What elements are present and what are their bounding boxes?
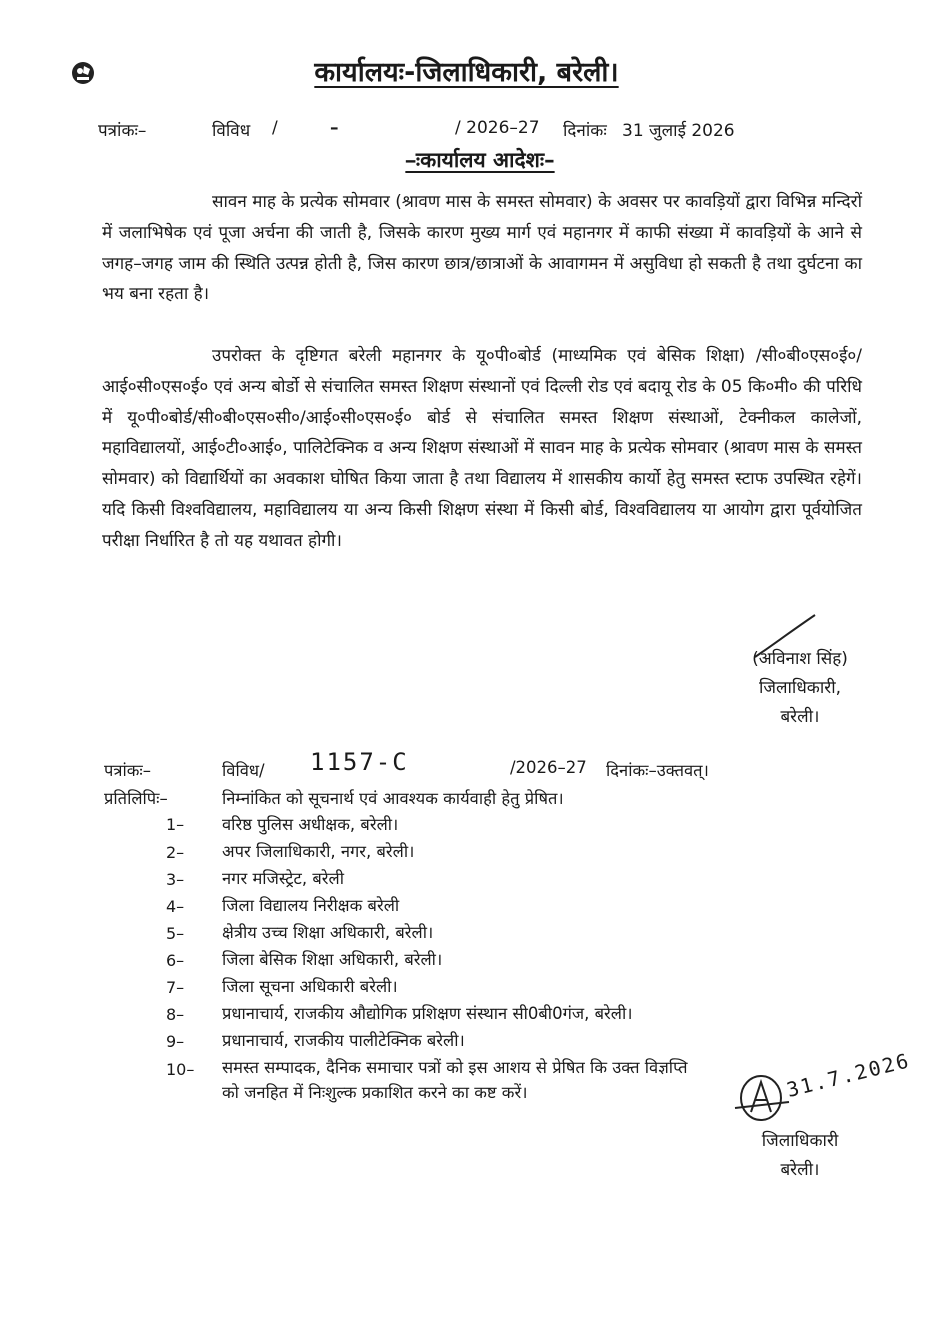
ref-number-dash: – [330, 118, 339, 138]
ref2-label: पत्रांकः– [104, 761, 152, 780]
copy-item-text: प्रधानाचार्य, राजकीय पालीटेक्निक बरेली। [222, 1031, 465, 1050]
order-heading [0, 146, 933, 174]
handwritten-date: 31.7.2026 [784, 1048, 913, 1102]
copy-label: प्रतिलिपिः– [104, 789, 168, 808]
copy-item-text: जिला विद्यालय निरीक्षक बरेली [222, 896, 400, 915]
copy-item-text: नगर मजिस्ट्रेट, बरेली [222, 869, 344, 888]
copy-item-num: 5– [166, 924, 185, 943]
copy-item-num: 4– [166, 897, 185, 916]
copy-item-text: जिला सूचना अधिकारी बरेली। [222, 977, 398, 996]
copy-item-text: अपर जिलाधिकारी, नगर, बरेली। [222, 842, 415, 861]
ref-label: पत्रांकः– [98, 121, 147, 141]
copy-item-num: 10– [166, 1060, 195, 1079]
ref-date-label: दिनांकः [563, 121, 607, 141]
copy-item-text: समस्त सम्पादक, दैनिक समाचार पत्रों को इस आशय से प्रेषित कि उक्त विज्ञप्ति [222, 1058, 688, 1077]
copy-item-num: 9– [166, 1032, 185, 1051]
body-paragraph-1: सावन माह के प्रत्येक सोमवार (श्रावण मास के समस्त सोमवार) के अवसर पर कावड़ियों द्वारा विभिन्न मन्दिरों में जलाभिषेक एवं पूजा अर्चना की जाती है, जिसके कारण मुख्य मार्ग एवं महानगर में काफी संख्या में कावड़ियों के आने से जगह–जगह जाम की स्थिति उत्पन्न होती है, जिस कारण छात्र/छात्राओं के आवागमन में असुविधा हो सकती है तथा दुर्घटना का भय बना रहता है। [102, 192, 862, 305]
order-heading-text: –ःकार्यालय आदेशः– [405, 148, 555, 172]
signature-block-bottom [720, 1127, 880, 1185]
copy-item-num: 1– [166, 815, 185, 834]
copy-intro: निम्नांकित को सूचनार्थ एवं आवश्यक कार्यवाही हेतु प्रेषित। [222, 789, 564, 808]
copy-item-num: 3– [166, 870, 185, 889]
copy-item-text: प्रधानाचार्य, राजकीय औद्योगिक प्रशिक्षण संस्थान सी0बी0गंज, बरेली। [222, 1004, 633, 1023]
body-paragraph-2: उपरोक्त के दृष्टिगत बरेली महानगर के यू०पी०बोर्ड (माध्यमिक एवं बेसिक शिक्षा) /सी०बी०एस०ई०/आई०सी०एस०ई० एवं अन्य बोर्डो से संचालित समस्त शिक्षण संस्थानों एवं दिल्ली रोड एवं बदायू रोड के 05 कि०मी० की परिधि में यू०पी०बोर्ड/सी०बी०एस०सी०/आई०सी०एस०ई० बोर्ड से संचालित समस्त शिक्षण संस्थाओं, टेक्नीकल कालेजों, महाविद्यालयों, आई०टी०आई०, पालिटेक्निक व अन्य शिक्षण संस्थाओं में सावन माह के प्रत्येक सोमवार (श्रावण मास के समस्त सोमवार) को विद्यार्थियों का अवकाश घोषित किया जाता है तथा विद्यालय में शासकीय कार्यो हेतु समस्त स्टाफ उपस्थित रहेगें। यदि किसी विश्वविद्यालय, महाविद्यालय या अन्य किसी शिक्षण संस्था में किसी बोर्ड, विश्वविद्यालय या आयोग द्वारा पूर्वयोजित परीक्षा निर्धारित है तो यह यथावत होगी। [102, 346, 862, 551]
signature-block-top [720, 645, 880, 732]
signatory-designation: जिलाधिकारी, [758, 678, 842, 698]
office-title: कार्यालयः-जिलाधिकारी, बरेली। [314, 57, 619, 88]
ref2-year: /2026–27 [510, 758, 587, 777]
copy-item-text: वरिष्ठ पुलिस अधीक्षक, बरेली। [222, 815, 399, 834]
copy-item-num: 2– [166, 843, 185, 862]
copy-item-num: 6– [166, 951, 185, 970]
copy-item-text: जिला बेसिक शिक्षा अधिकारी, बरेली। [222, 950, 443, 969]
signatory-designation-bottom: जिलाधिकारी [761, 1131, 839, 1151]
ref-year: / 2026–27 [455, 118, 540, 138]
ref-date-value: 31 जुलाई 2026 [622, 121, 735, 141]
signatory-name: (अविनाश सिंह) [752, 649, 848, 669]
ref2-number-handwritten: 1157-C [310, 748, 409, 776]
copy-item-num: 7– [166, 978, 185, 997]
ref2-category: विविध/ [222, 761, 265, 780]
copy-item-text-cont: को जनहित में निःशुल्क प्रकाशित करने का कष्ट करें। [222, 1083, 528, 1102]
signatory-place-bottom: बरेली। [780, 1160, 820, 1180]
initials-mark [733, 1068, 793, 1128]
ref-slash: / [272, 118, 278, 138]
copy-item-text: क्षेत्रीय उच्च शिक्षा अधिकारी, बरेली। [222, 923, 434, 942]
copy-item-num: 8– [166, 1005, 185, 1024]
signatory-place: बरेली। [780, 707, 820, 727]
ref-category: विविध [212, 121, 251, 141]
ref2-date: दिनांकः–उक्तवत्। [606, 761, 709, 780]
